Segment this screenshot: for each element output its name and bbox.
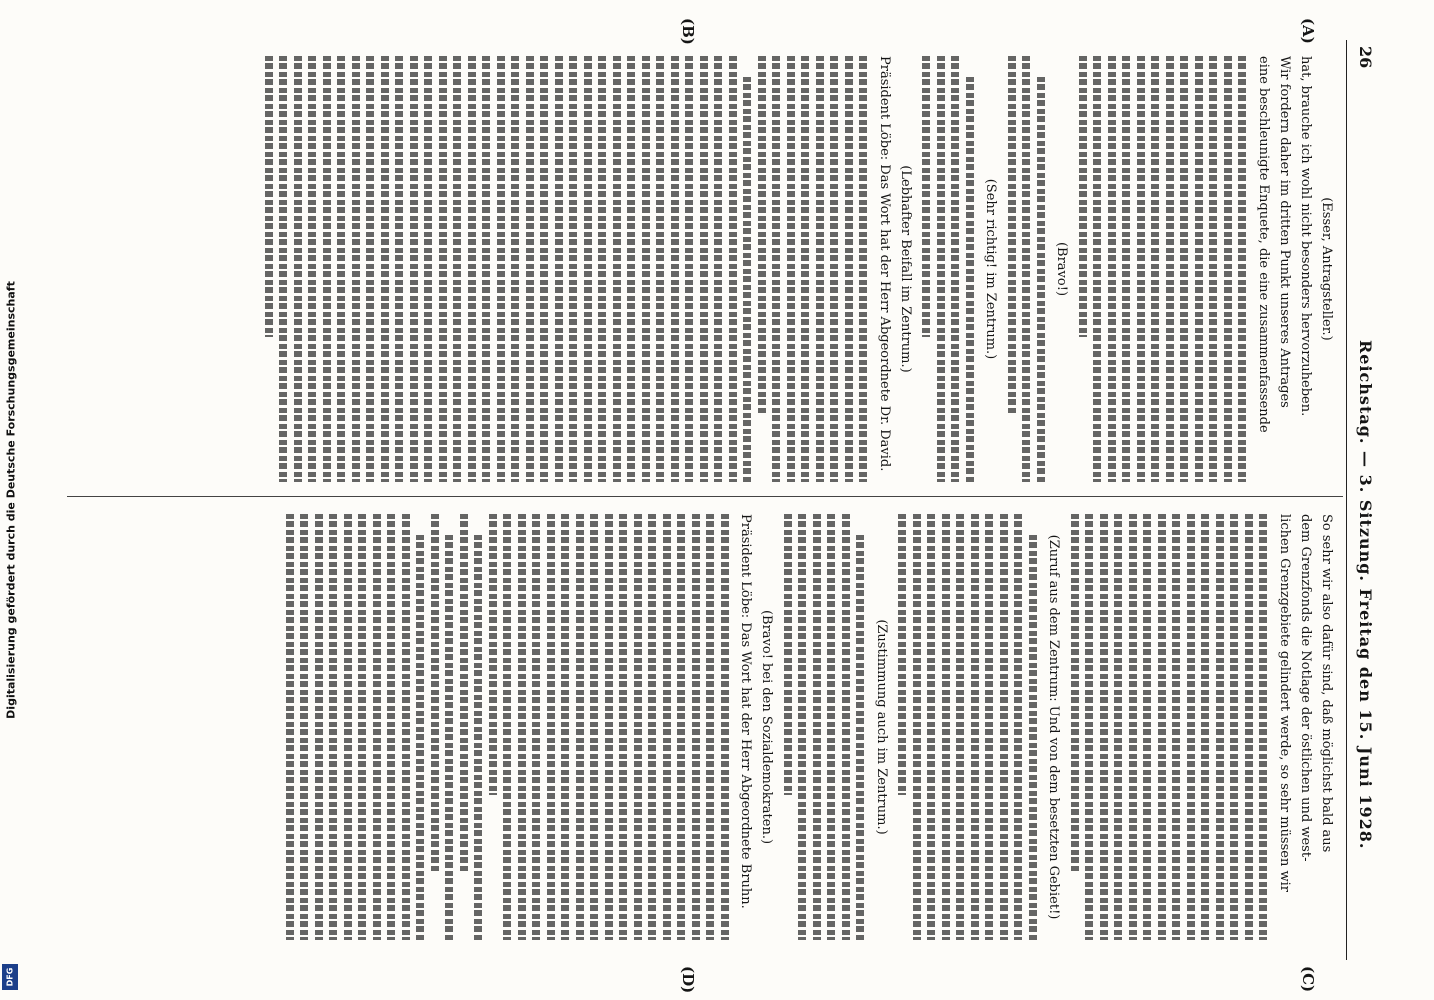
- unreadable-text-line: [842, 514, 850, 940]
- unreadable-text-line: [802, 56, 810, 482]
- unreadable-text-line: [446, 535, 454, 940]
- unreadable-text-line: [1008, 56, 1016, 414]
- unreadable-text-line: [512, 56, 520, 482]
- dfg-logo: [2, 964, 18, 990]
- unreadable-text-line: [942, 514, 950, 940]
- page-number: 26: [1356, 46, 1375, 69]
- unreadable-text-line: [1224, 56, 1232, 482]
- unreadable-text-line: [352, 56, 360, 482]
- unreadable-text-line: [367, 56, 375, 482]
- unreadable-text-line: [729, 56, 737, 482]
- unreadable-text-line: [1129, 514, 1137, 940]
- unreadable-text-line: [1015, 514, 1023, 940]
- unreadable-text-line: [1239, 56, 1247, 482]
- unreadable-text-line: [773, 56, 781, 482]
- unreadable-text-line: [1144, 514, 1152, 940]
- unreadable-text-line: [533, 514, 541, 940]
- unreadable-text-line: [280, 56, 288, 482]
- unreadable-text-line: [966, 77, 974, 482]
- unreadable-text-line: [928, 514, 936, 940]
- unreadable-text-line: [899, 514, 907, 795]
- unreadable-text-line: [1202, 514, 1210, 940]
- unreadable-text-line: [402, 514, 410, 940]
- unreadable-text-line: [1037, 77, 1045, 482]
- unreadable-text-line: [1216, 514, 1224, 940]
- interjection: (Zustimmung auch im Zentrum.): [874, 619, 889, 835]
- unreadable-text-line: [686, 56, 694, 482]
- unreadable-text-line: [417, 535, 425, 940]
- unreadable-text-line: [1166, 56, 1174, 482]
- unreadable-text-line: [265, 56, 273, 337]
- president-line: Präsident Löbe: Das Wort hat der Herr Abgeordnete Bruhn.: [738, 514, 754, 909]
- header-rule: [1346, 40, 1347, 960]
- unreadable-text-line: [986, 514, 994, 940]
- unreadable-text-line: [957, 514, 965, 940]
- unreadable-text-line: [562, 514, 570, 940]
- unreadable-text-line: [1123, 56, 1131, 482]
- unreadable-text-line: [1079, 56, 1087, 337]
- unreadable-text-line: [410, 56, 418, 482]
- unreadable-text-line: [799, 514, 807, 940]
- unreadable-text-line: [1086, 514, 1094, 940]
- unreadable-text-line: [663, 514, 671, 940]
- unreadable-text-line: [425, 56, 433, 482]
- unreadable-text-line: [828, 514, 836, 940]
- unreadable-text-line: [1260, 514, 1268, 940]
- unreadable-text-line: [1000, 514, 1008, 940]
- interjection: (Bravo! bei den Sozialdemokraten.): [759, 609, 775, 845]
- unreadable-text-line: [1181, 56, 1189, 482]
- right-column: [280, 514, 1338, 940]
- unreadable-text-line: [1231, 514, 1239, 940]
- unreadable-text-line: [286, 514, 294, 940]
- text-line: eine beschleunigte Enquete, die eine zusammenfassende: [1256, 56, 1271, 433]
- unreadable-text-line: [301, 514, 309, 940]
- unreadable-text-line: [454, 56, 462, 482]
- unreadable-text-line: [1100, 514, 1108, 940]
- unreadable-text-line: [315, 514, 323, 940]
- unreadable-text-line: [468, 56, 476, 482]
- unreadable-text-line: [1195, 56, 1203, 482]
- unreadable-text-line: [541, 56, 549, 482]
- digitization-credit: [4, 12, 18, 988]
- unreadable-text-line: [758, 56, 766, 414]
- unreadable-text-line: [692, 514, 700, 940]
- interjection: (Bravo!): [1054, 241, 1070, 297]
- unreadable-text-line: [1137, 56, 1145, 482]
- unreadable-text-line: [576, 514, 584, 940]
- unreadable-text-line: [952, 56, 960, 482]
- unreadable-text-line: [816, 56, 824, 482]
- unreadable-text-line: [1094, 56, 1102, 482]
- unreadable-text-line: [1071, 514, 1079, 872]
- unreadable-text-line: [923, 56, 931, 337]
- speaker-line: (Esser, Antragsteller.): [1319, 197, 1334, 341]
- unreadable-text-line: [497, 56, 505, 482]
- text-line: lichen Grenzgebiete gelindert werde, so sehr müssen wir: [1277, 514, 1292, 892]
- unreadable-text-line: [787, 56, 795, 482]
- unreadable-text-line: [845, 56, 853, 482]
- unreadable-text-line: [1210, 56, 1218, 482]
- unreadable-text-line: [439, 56, 447, 482]
- unreadable-text-line: [584, 56, 592, 482]
- unreadable-text-line: [294, 56, 302, 482]
- president-line: Präsident Löbe: Das Wort hat der Herr Abgeordnete Dr. David.: [877, 56, 892, 472]
- page-header: [1351, 40, 1377, 960]
- unreadable-text-line: [628, 56, 636, 482]
- unreadable-text-line: [359, 514, 367, 940]
- interjection: (Sehr richtig! im Zentrum.): [983, 178, 999, 360]
- unreadable-text-line: [605, 514, 613, 940]
- unreadable-text-line: [707, 514, 715, 940]
- unreadable-text-line: [323, 56, 331, 482]
- unreadable-text-line: [330, 514, 338, 940]
- unreadable-text-line: [671, 56, 679, 482]
- unreadable-text-line: [971, 514, 979, 940]
- unreadable-text-line: [1152, 56, 1160, 482]
- unreadable-text-line: [620, 514, 628, 940]
- unreadable-text-line: [483, 56, 491, 482]
- unreadable-text-line: [504, 514, 512, 940]
- unreadable-text-line: [1029, 535, 1037, 940]
- unreadable-text-line: [700, 56, 708, 482]
- unreadable-text-line: [338, 56, 346, 482]
- credit-text: Digitalisierung gefördert durch die Deutsche Forschungsgemeinschaft: [4, 281, 18, 719]
- unreadable-text-line: [1187, 514, 1195, 940]
- margin-mark-d: (D): [679, 966, 697, 994]
- unreadable-text-line: [649, 514, 657, 940]
- unreadable-text-line: [678, 514, 686, 940]
- text-line: hat, brauche ich wohl nicht besonders hervorzuheben.: [1298, 56, 1313, 417]
- unreadable-text-line: [344, 514, 352, 940]
- unreadable-text-line: [715, 56, 723, 482]
- unreadable-text-line: [526, 56, 534, 482]
- unreadable-text-line: [1245, 514, 1253, 940]
- unreadable-text-line: [373, 514, 381, 940]
- unreadable-text-line: [831, 56, 839, 482]
- unreadable-text-line: [634, 514, 642, 940]
- unreadable-text-line: [1108, 56, 1116, 482]
- unreadable-text-line: [1115, 514, 1123, 940]
- interjection: (Lebhafter Beifall im Zentrum.): [898, 165, 913, 373]
- running-title: Reichstag. — 3. Sitzung. Freitag den 15. Juni 1928.: [1356, 340, 1375, 850]
- unreadable-text-line: [744, 77, 752, 482]
- unreadable-text-line: [857, 535, 865, 940]
- unreadable-text-line: [547, 514, 555, 940]
- margin-mark-b: (B): [679, 18, 697, 45]
- unreadable-text-line: [657, 56, 665, 482]
- text-line: dem Grenzfonds die Notlage der östlichen und west-: [1298, 514, 1313, 862]
- unreadable-text-line: [721, 514, 729, 940]
- unreadable-text-line: [1158, 514, 1166, 940]
- unreadable-text-line: [489, 514, 497, 795]
- unreadable-text-line: [431, 514, 439, 872]
- left-column: [259, 56, 1338, 482]
- unreadable-text-line: [599, 56, 607, 482]
- unreadable-text-line: [309, 56, 317, 482]
- text-line: So sehr wir also dafür sind, daß möglichst bald aus: [1319, 514, 1334, 853]
- unreadable-text-line: [460, 514, 468, 872]
- unreadable-text-line: [591, 514, 599, 940]
- unreadable-text-line: [555, 56, 563, 482]
- unreadable-text-line: [784, 514, 792, 795]
- unreadable-text-line: [860, 56, 868, 482]
- unreadable-text-line: [475, 535, 483, 940]
- unreadable-text-line: [642, 56, 650, 482]
- unreadable-text-line: [1023, 56, 1031, 482]
- unreadable-text-line: [570, 56, 578, 482]
- unreadable-text-line: [388, 514, 396, 940]
- unreadable-text-line: [1173, 514, 1181, 940]
- unreadable-text-line: [518, 514, 526, 940]
- unreadable-text-line: [381, 56, 389, 482]
- margin-mark-c: (C): [1299, 966, 1317, 993]
- dfg-logo-text: DFG: [5, 967, 15, 987]
- unreadable-text-line: [396, 56, 404, 482]
- unreadable-text-line: [813, 514, 821, 940]
- unreadable-text-line: [937, 56, 945, 482]
- interjection: (Zuruf aus dem Zentrum: Und von dem besetzten Gebiet!): [1046, 534, 1062, 920]
- unreadable-text-line: [913, 514, 921, 940]
- rotated-document-page: [57, 18, 1377, 994]
- margin-mark-a: (A): [1299, 18, 1317, 44]
- text-line: Wir fordern daher im dritten Punkt unseres Antrages: [1277, 56, 1292, 408]
- column-divider: [67, 496, 1343, 497]
- unreadable-text-line: [613, 56, 621, 482]
